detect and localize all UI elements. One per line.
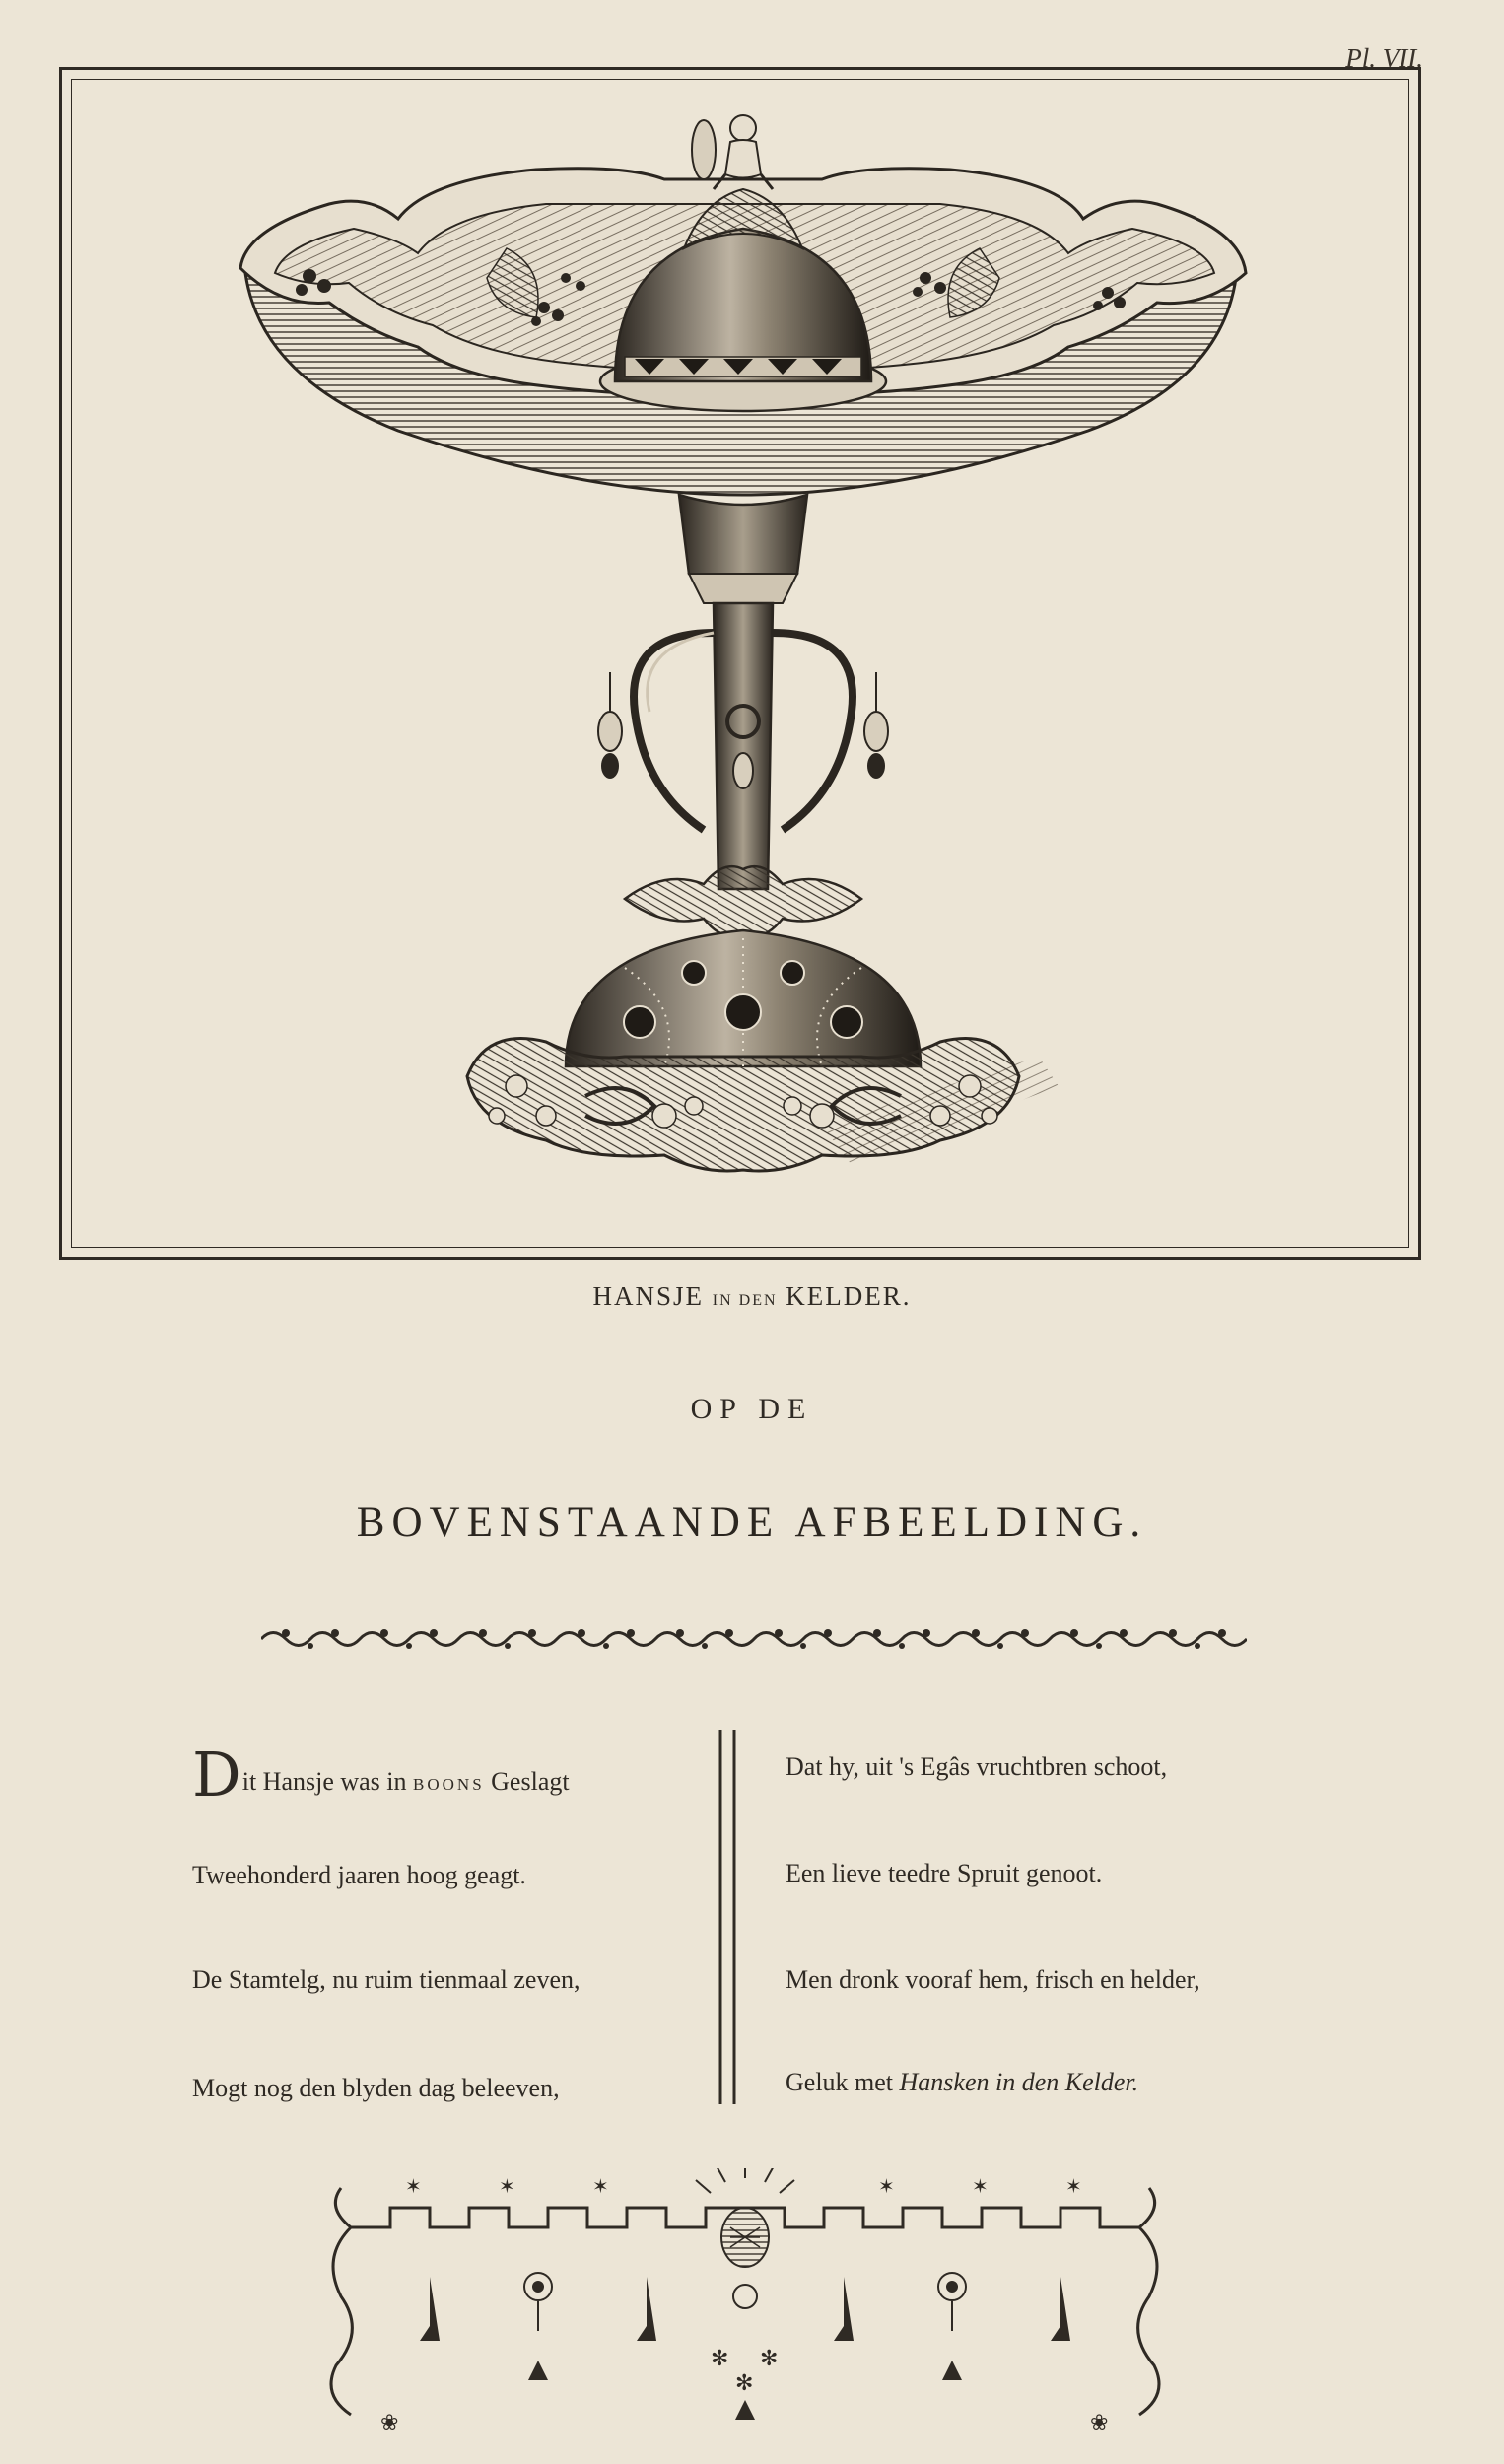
caption-name: HANSJE xyxy=(592,1281,704,1311)
plate-number: Pl. VII. xyxy=(1345,43,1423,73)
garland-divider xyxy=(261,1624,1247,1654)
svg-text:✶: ✶ xyxy=(499,2174,515,2198)
plate-caption xyxy=(0,1281,1504,1312)
svg-text:✻: ✻ xyxy=(760,2347,779,2371)
poem-right-line-2: Een lieve teedre Spruit genoot. xyxy=(786,1859,1103,1887)
poem-right-line-1: Dat hy, uit 's Egâs vruchtbren schoot, xyxy=(786,1752,1168,1781)
svg-text:❀: ❀ xyxy=(1090,2411,1109,2435)
poem-left-line-1-post: Geslagt xyxy=(484,1767,570,1796)
poem-right-line-4 xyxy=(786,2068,1138,2097)
caption-place: KELDER. xyxy=(786,1281,912,1311)
engraving-illustration xyxy=(73,81,1407,1246)
poem-right-line-3: Men dronk vooraf hem, frisch en helder, xyxy=(786,1965,1200,1994)
svg-text:✶: ✶ xyxy=(1065,2174,1082,2198)
tailpiece-ornament xyxy=(311,2168,1179,2444)
svg-text:✶: ✶ xyxy=(878,2174,895,2198)
drop-cap: D xyxy=(192,1739,241,1811)
poem-right-line-4-pre: Geluk met xyxy=(786,2068,900,2096)
poem-left-line-4: Mogt nog den blyden dag beleeven, xyxy=(192,2074,560,2102)
svg-text:✶: ✶ xyxy=(972,2174,989,2198)
heading-op-de: OP DE xyxy=(690,1393,814,1425)
svg-text:✻: ✻ xyxy=(735,2371,754,2396)
poem-left-line-1-smallcaps: BOONS xyxy=(413,1775,485,1794)
column-divider xyxy=(717,1730,740,2104)
poem-left-line-3: De Stamtelg, nu ruim tienmaal zeven, xyxy=(192,1965,581,1994)
poem-right-line-4-italic: Hansken in den Kelder. xyxy=(899,2068,1139,2096)
poem-left-line-1 xyxy=(192,1739,570,1811)
svg-text:✶: ✶ xyxy=(405,2174,422,2198)
heading-title: BOVENSTAANDE AFBEELDING. xyxy=(356,1499,1148,1545)
caption-preposition: IN DEN xyxy=(712,1292,778,1309)
svg-text:✻: ✻ xyxy=(711,2347,729,2371)
svg-text:✶: ✶ xyxy=(592,2174,609,2198)
poem-left-line-1-pre: it Hansje was in xyxy=(241,1767,414,1796)
poem-left-line-2: Tweehonderd jaaren hoog geagt. xyxy=(192,1861,526,1889)
svg-text:❀: ❀ xyxy=(380,2411,399,2435)
